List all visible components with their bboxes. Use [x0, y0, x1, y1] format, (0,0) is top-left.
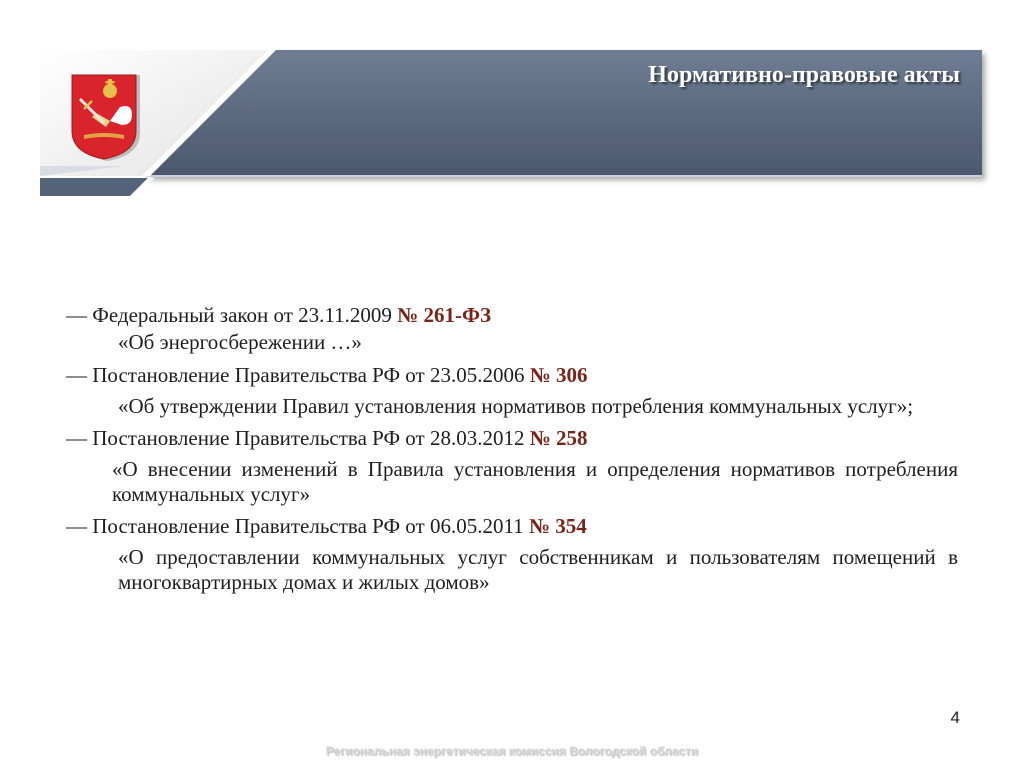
act-number: № 306 — [529, 363, 588, 387]
legal-act-item — [66, 300, 958, 355]
act-prefix: — Постановление Правительства РФ от 23.05.2006 — [66, 363, 530, 387]
slide-title: Нормативно-правовые акты — [648, 62, 960, 88]
act-title — [66, 360, 958, 390]
act-prefix: — Постановление Правительства РФ от 28.03.2012 — [66, 426, 530, 450]
act-description: «О предоставлении коммунальных услуг собственникам и пользователям помещений в многоквартирных домах и жилых домов» — [118, 545, 958, 594]
act-title — [66, 300, 958, 330]
act-description: «О внесении изменений в Правила установления и определения нормативов потребления коммунальных услуг» — [112, 457, 958, 506]
act-number: № 258 — [529, 426, 588, 450]
header-banner-graphic — [0, 0, 1024, 200]
legal-act-item — [66, 423, 958, 507]
slide-header — [0, 0, 1024, 200]
footer-organization: Региональная энергетическая комиссия Вологодской области — [325, 744, 699, 758]
act-description: «Об утверждении Правил установления нормативов потребления коммунальных услуг»; — [118, 394, 914, 418]
act-title — [66, 511, 958, 541]
act-prefix: — Федеральный закон от 23.11.2009 — [66, 303, 398, 327]
act-description: «Об энергосбережении …» — [118, 330, 362, 354]
act-number: № 261-ФЗ — [397, 303, 492, 327]
coat-of-arms-icon — [70, 73, 144, 161]
page-number: 4 — [950, 708, 960, 727]
legal-act-item — [66, 360, 958, 419]
act-number: № 354 — [528, 514, 587, 538]
act-title — [66, 423, 958, 453]
legal-act-item — [66, 511, 958, 595]
act-prefix: — Постановление Правительства РФ от 06.05.2011 — [66, 514, 529, 538]
legal-acts-list — [66, 300, 958, 599]
